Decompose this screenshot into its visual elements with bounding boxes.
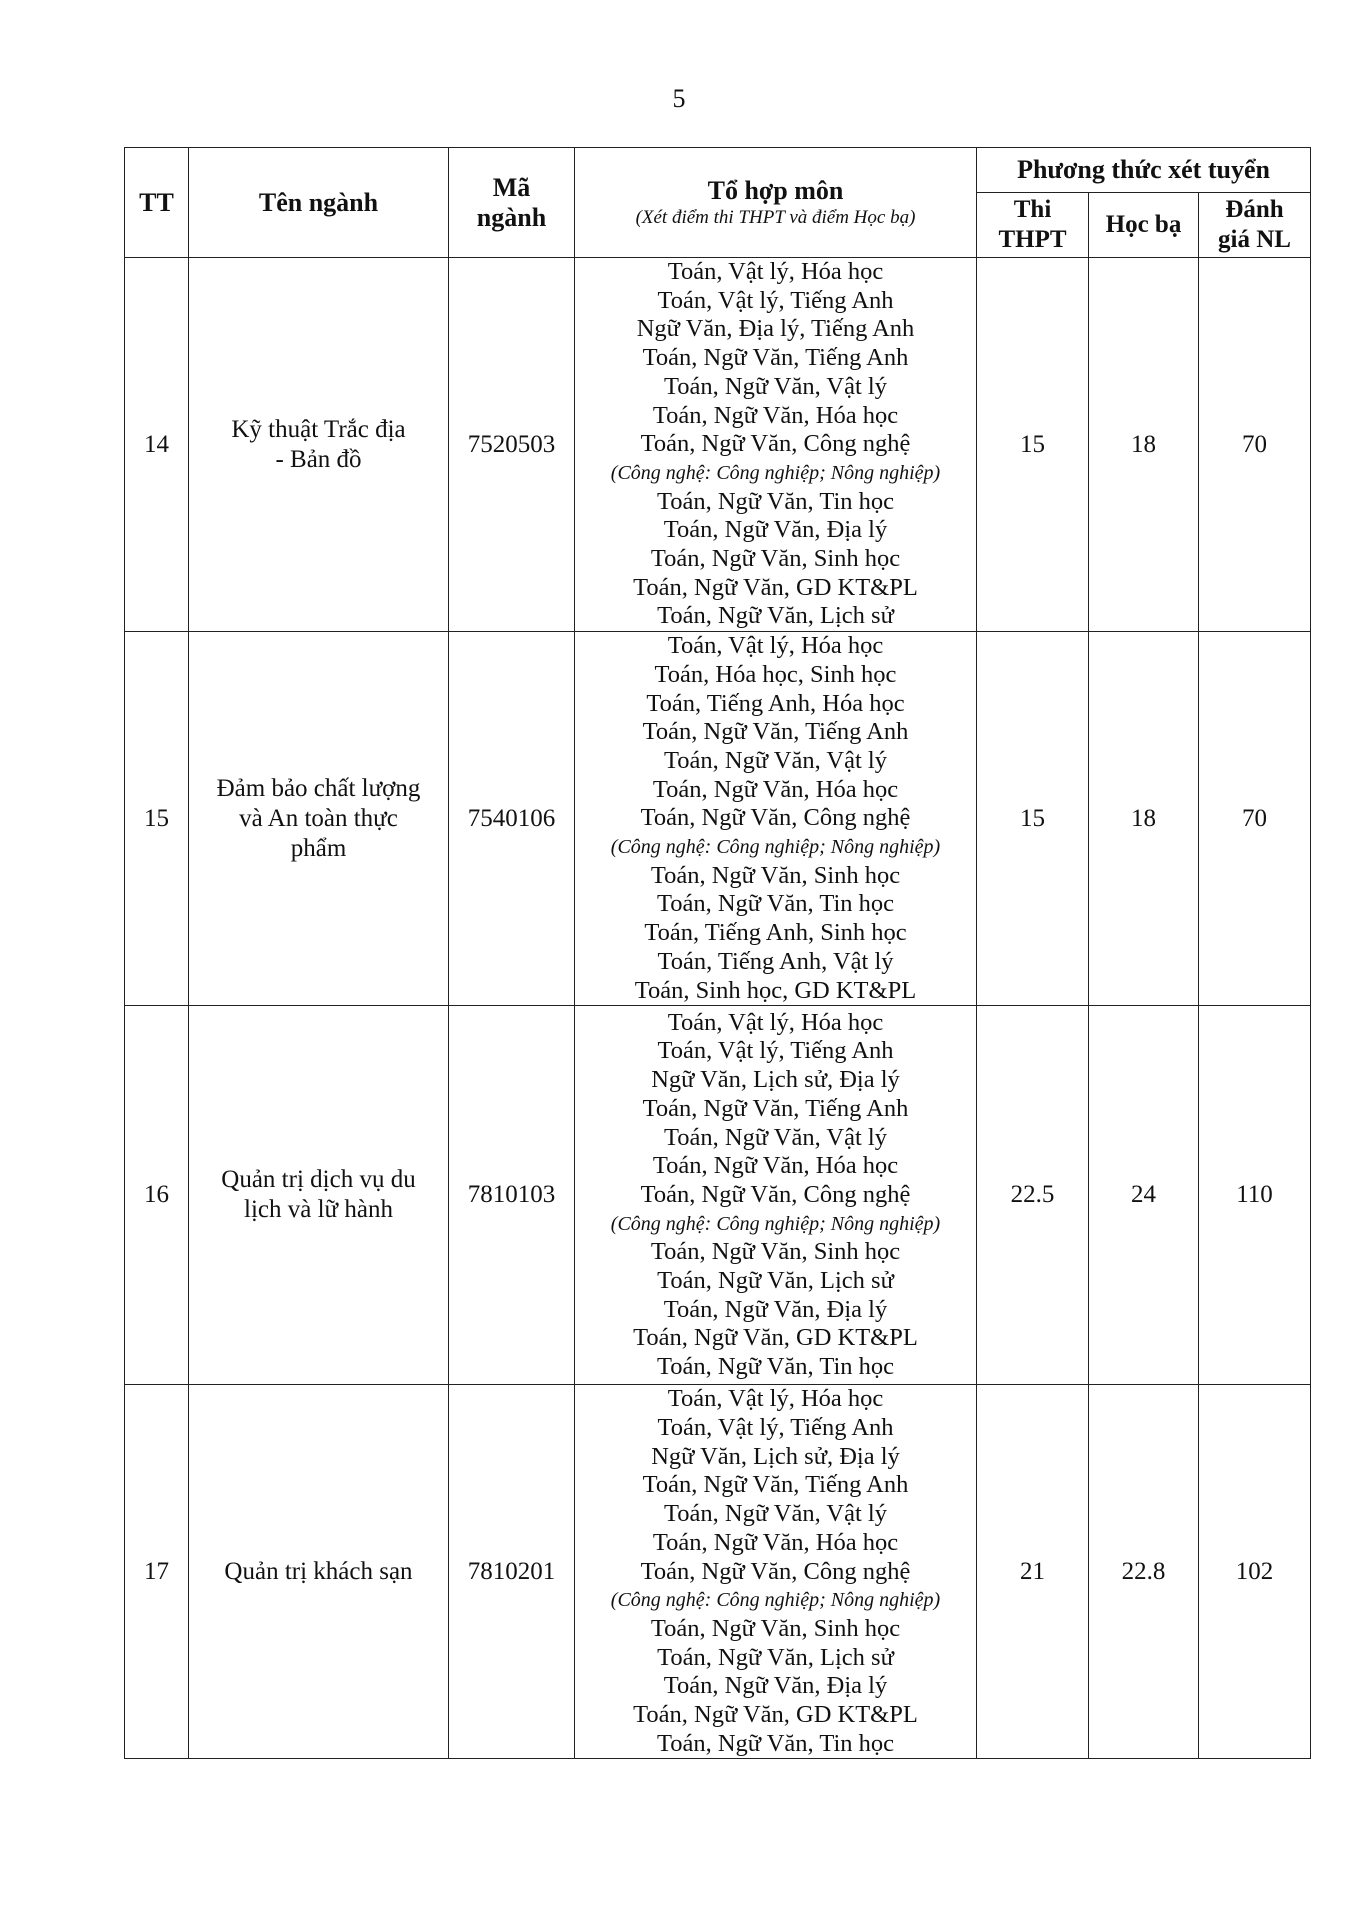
- subject-combination: Ngữ Văn, Lịch sử, Địa lý: [651, 1442, 900, 1470]
- subject-combination: Toán, Ngữ Văn, Hóa học: [652, 1152, 899, 1180]
- subject-combination: Toán, Ngữ Văn, Lịch sử: [657, 1643, 894, 1671]
- row-transcript-score: 22.8: [1089, 1385, 1199, 1759]
- subject-combination: Toán, Ngữ Văn, Địa lý: [663, 516, 888, 544]
- subject-combination: Toán, Vật lý, Tiếng Anh: [657, 1037, 894, 1065]
- page-number: 5: [672, 84, 686, 113]
- subject-combination: Ngữ Văn, Lịch sử, Địa lý: [651, 1066, 900, 1094]
- subject-combination: Toán, Ngữ Văn, Sinh học: [650, 861, 901, 889]
- subject-combination: Toán, Ngữ Văn, Tin học: [656, 1353, 895, 1381]
- subject-combination: Toán, Vật lý, Hóa học: [667, 632, 884, 660]
- subject-combination: Toán, Ngữ Văn, Địa lý: [663, 1295, 888, 1323]
- subject-combination: Toán, Ngữ Văn, Hóa học: [652, 775, 899, 803]
- row-major-code: 7810103: [449, 1006, 575, 1385]
- subject-combination: Toán, Ngữ Văn, Hóa học: [652, 401, 899, 429]
- header-methods: Phương thức xét tuyển: [977, 148, 1311, 193]
- row-transcript-score: 18: [1089, 258, 1199, 632]
- subject-combination: (Công nghệ: Công nghiệp; Nông nghiệp): [610, 461, 941, 484]
- subject-combination: Toán, Ngữ Văn, GD KT&PL: [633, 573, 918, 601]
- table-row: [125, 258, 1311, 632]
- row-exam-score: 15: [977, 632, 1089, 1006]
- subject-combination: Toán, Ngữ Văn, GD KT&PL: [633, 1701, 918, 1729]
- header-tt: TT: [125, 148, 189, 258]
- row-major-name: Đảm bảo chất lượng và An toàn thực phẩm: [189, 632, 449, 1006]
- header-subjects-note: (Xét điểm thi THPT và điểm Học bạ): [635, 206, 916, 228]
- subject-combination: Toán, Ngữ Văn, Địa lý: [663, 1672, 888, 1700]
- subject-combination: Toán, Ngữ Văn, Sinh học: [650, 1614, 901, 1642]
- row-competency-score: 70: [1199, 258, 1311, 632]
- subject-combination: Toán, Ngữ Văn, Sinh học: [650, 545, 901, 573]
- row-transcript-score: 18: [1089, 632, 1199, 1006]
- subject-combination: (Công nghệ: Công nghiệp; Nông nghiệp): [610, 1212, 941, 1235]
- row-major-code: 7810201: [449, 1385, 575, 1759]
- row-subjects: [575, 632, 977, 1006]
- subject-combination: Toán, Ngữ Văn, Vật lý: [664, 372, 887, 400]
- subject-combination: Toán, Tiếng Anh, Hóa học: [646, 689, 905, 717]
- admissions-table: [124, 147, 1311, 1759]
- subject-combination: Toán, Ngữ Văn, Tin học: [656, 1729, 895, 1757]
- subject-combination: Toán, Ngữ Văn, Công nghệ: [640, 1557, 911, 1585]
- row-tt: 17: [125, 1385, 189, 1759]
- table-header: [125, 148, 1311, 258]
- row-transcript-score: 24: [1089, 1006, 1199, 1385]
- subject-combination: Toán, Ngữ Văn, Vật lý: [664, 746, 887, 774]
- row-major-name: Kỹ thuật Trắc địa - Bản đồ: [189, 258, 449, 632]
- row-tt: 15: [125, 632, 189, 1006]
- subject-combination: Toán, Tiếng Anh, Vật lý: [657, 947, 894, 975]
- subject-combination: Toán, Ngữ Văn, Tiếng Anh: [642, 718, 909, 746]
- header-method-transcript: Học bạ: [1089, 193, 1199, 258]
- subject-combination: Toán, Ngữ Văn, Tiếng Anh: [642, 344, 909, 372]
- header-major-name: Tên ngành: [189, 148, 449, 258]
- table-row: [125, 632, 1311, 1006]
- row-exam-score: 15: [977, 258, 1089, 632]
- row-competency-score: 102: [1199, 1385, 1311, 1759]
- subject-combination: Toán, Ngữ Văn, Tin học: [656, 487, 895, 515]
- subject-combination: Toán, Ngữ Văn, Lịch sử: [657, 1267, 894, 1295]
- row-major-name: Quản trị dịch vụ du lịch và lữ hành: [189, 1006, 449, 1385]
- subject-combination: (Công nghệ: Công nghiệp; Nông nghiệp): [610, 1589, 941, 1612]
- header-subjects: [575, 148, 977, 258]
- subject-combination: Toán, Ngữ Văn, Vật lý: [664, 1123, 887, 1151]
- row-major-name: Quản trị khách sạn: [189, 1385, 449, 1759]
- subject-combination: Toán, Vật lý, Tiếng Anh: [657, 1413, 894, 1441]
- header-method-competency: Đánh giá NL: [1199, 193, 1311, 258]
- row-major-code: 7520503: [449, 258, 575, 632]
- row-tt: 16: [125, 1006, 189, 1385]
- table-body: [125, 258, 1311, 1759]
- table-row: [125, 1385, 1311, 1759]
- subject-combination: Toán, Ngữ Văn, Công nghệ: [640, 430, 911, 458]
- subject-combination: Toán, Ngữ Văn, Tiếng Anh: [642, 1094, 909, 1122]
- subject-combination: Toán, Ngữ Văn, Lịch sử: [657, 602, 894, 630]
- subject-combination: Ngữ Văn, Địa lý, Tiếng Anh: [636, 315, 915, 343]
- row-exam-score: 22.5: [977, 1006, 1089, 1385]
- subject-combination: Toán, Hóa học, Sinh học: [654, 660, 897, 688]
- row-competency-score: 110: [1199, 1006, 1311, 1385]
- header-subjects-title: Tổ hợp môn: [707, 175, 844, 205]
- row-competency-score: 70: [1199, 632, 1311, 1006]
- subject-combination: Toán, Ngữ Văn, Công nghệ: [640, 1180, 911, 1208]
- subject-combination: Toán, Vật lý, Hóa học: [667, 1385, 884, 1413]
- row-major-code: 7540106: [449, 632, 575, 1006]
- subject-combination: Toán, Vật lý, Hóa học: [667, 1008, 884, 1036]
- row-subjects: [575, 258, 977, 632]
- subject-combination: Toán, Ngữ Văn, Hóa học: [652, 1528, 899, 1556]
- subject-combination: Toán, Ngữ Văn, Tin học: [656, 890, 895, 918]
- row-subjects: [575, 1385, 977, 1759]
- header-major-code: Mã ngành: [449, 148, 575, 258]
- row-tt: 14: [125, 258, 189, 632]
- table-row: [125, 1006, 1311, 1385]
- subject-combination: Toán, Ngữ Văn, Sinh học: [650, 1238, 901, 1266]
- subject-combination: Toán, Sinh học, GD KT&PL: [634, 976, 917, 1004]
- subject-combination: (Công nghệ: Công nghiệp; Nông nghiệp): [610, 836, 941, 859]
- subject-combination: Toán, Ngữ Văn, Tiếng Anh: [642, 1471, 909, 1499]
- subject-combination: Toán, Vật lý, Hóa học: [667, 258, 884, 285]
- subject-combination: Toán, Tiếng Anh, Sinh học: [644, 919, 907, 947]
- subject-combination: Toán, Ngữ Văn, Công nghệ: [640, 804, 911, 832]
- subject-combination: Toán, Vật lý, Tiếng Anh: [657, 286, 894, 314]
- row-exam-score: 21: [977, 1385, 1089, 1759]
- row-subjects: [575, 1006, 977, 1385]
- subject-combination: Toán, Ngữ Văn, Vật lý: [664, 1500, 887, 1528]
- subject-combination: Toán, Ngữ Văn, GD KT&PL: [633, 1324, 918, 1352]
- header-method-exam: Thi THPT: [977, 193, 1089, 258]
